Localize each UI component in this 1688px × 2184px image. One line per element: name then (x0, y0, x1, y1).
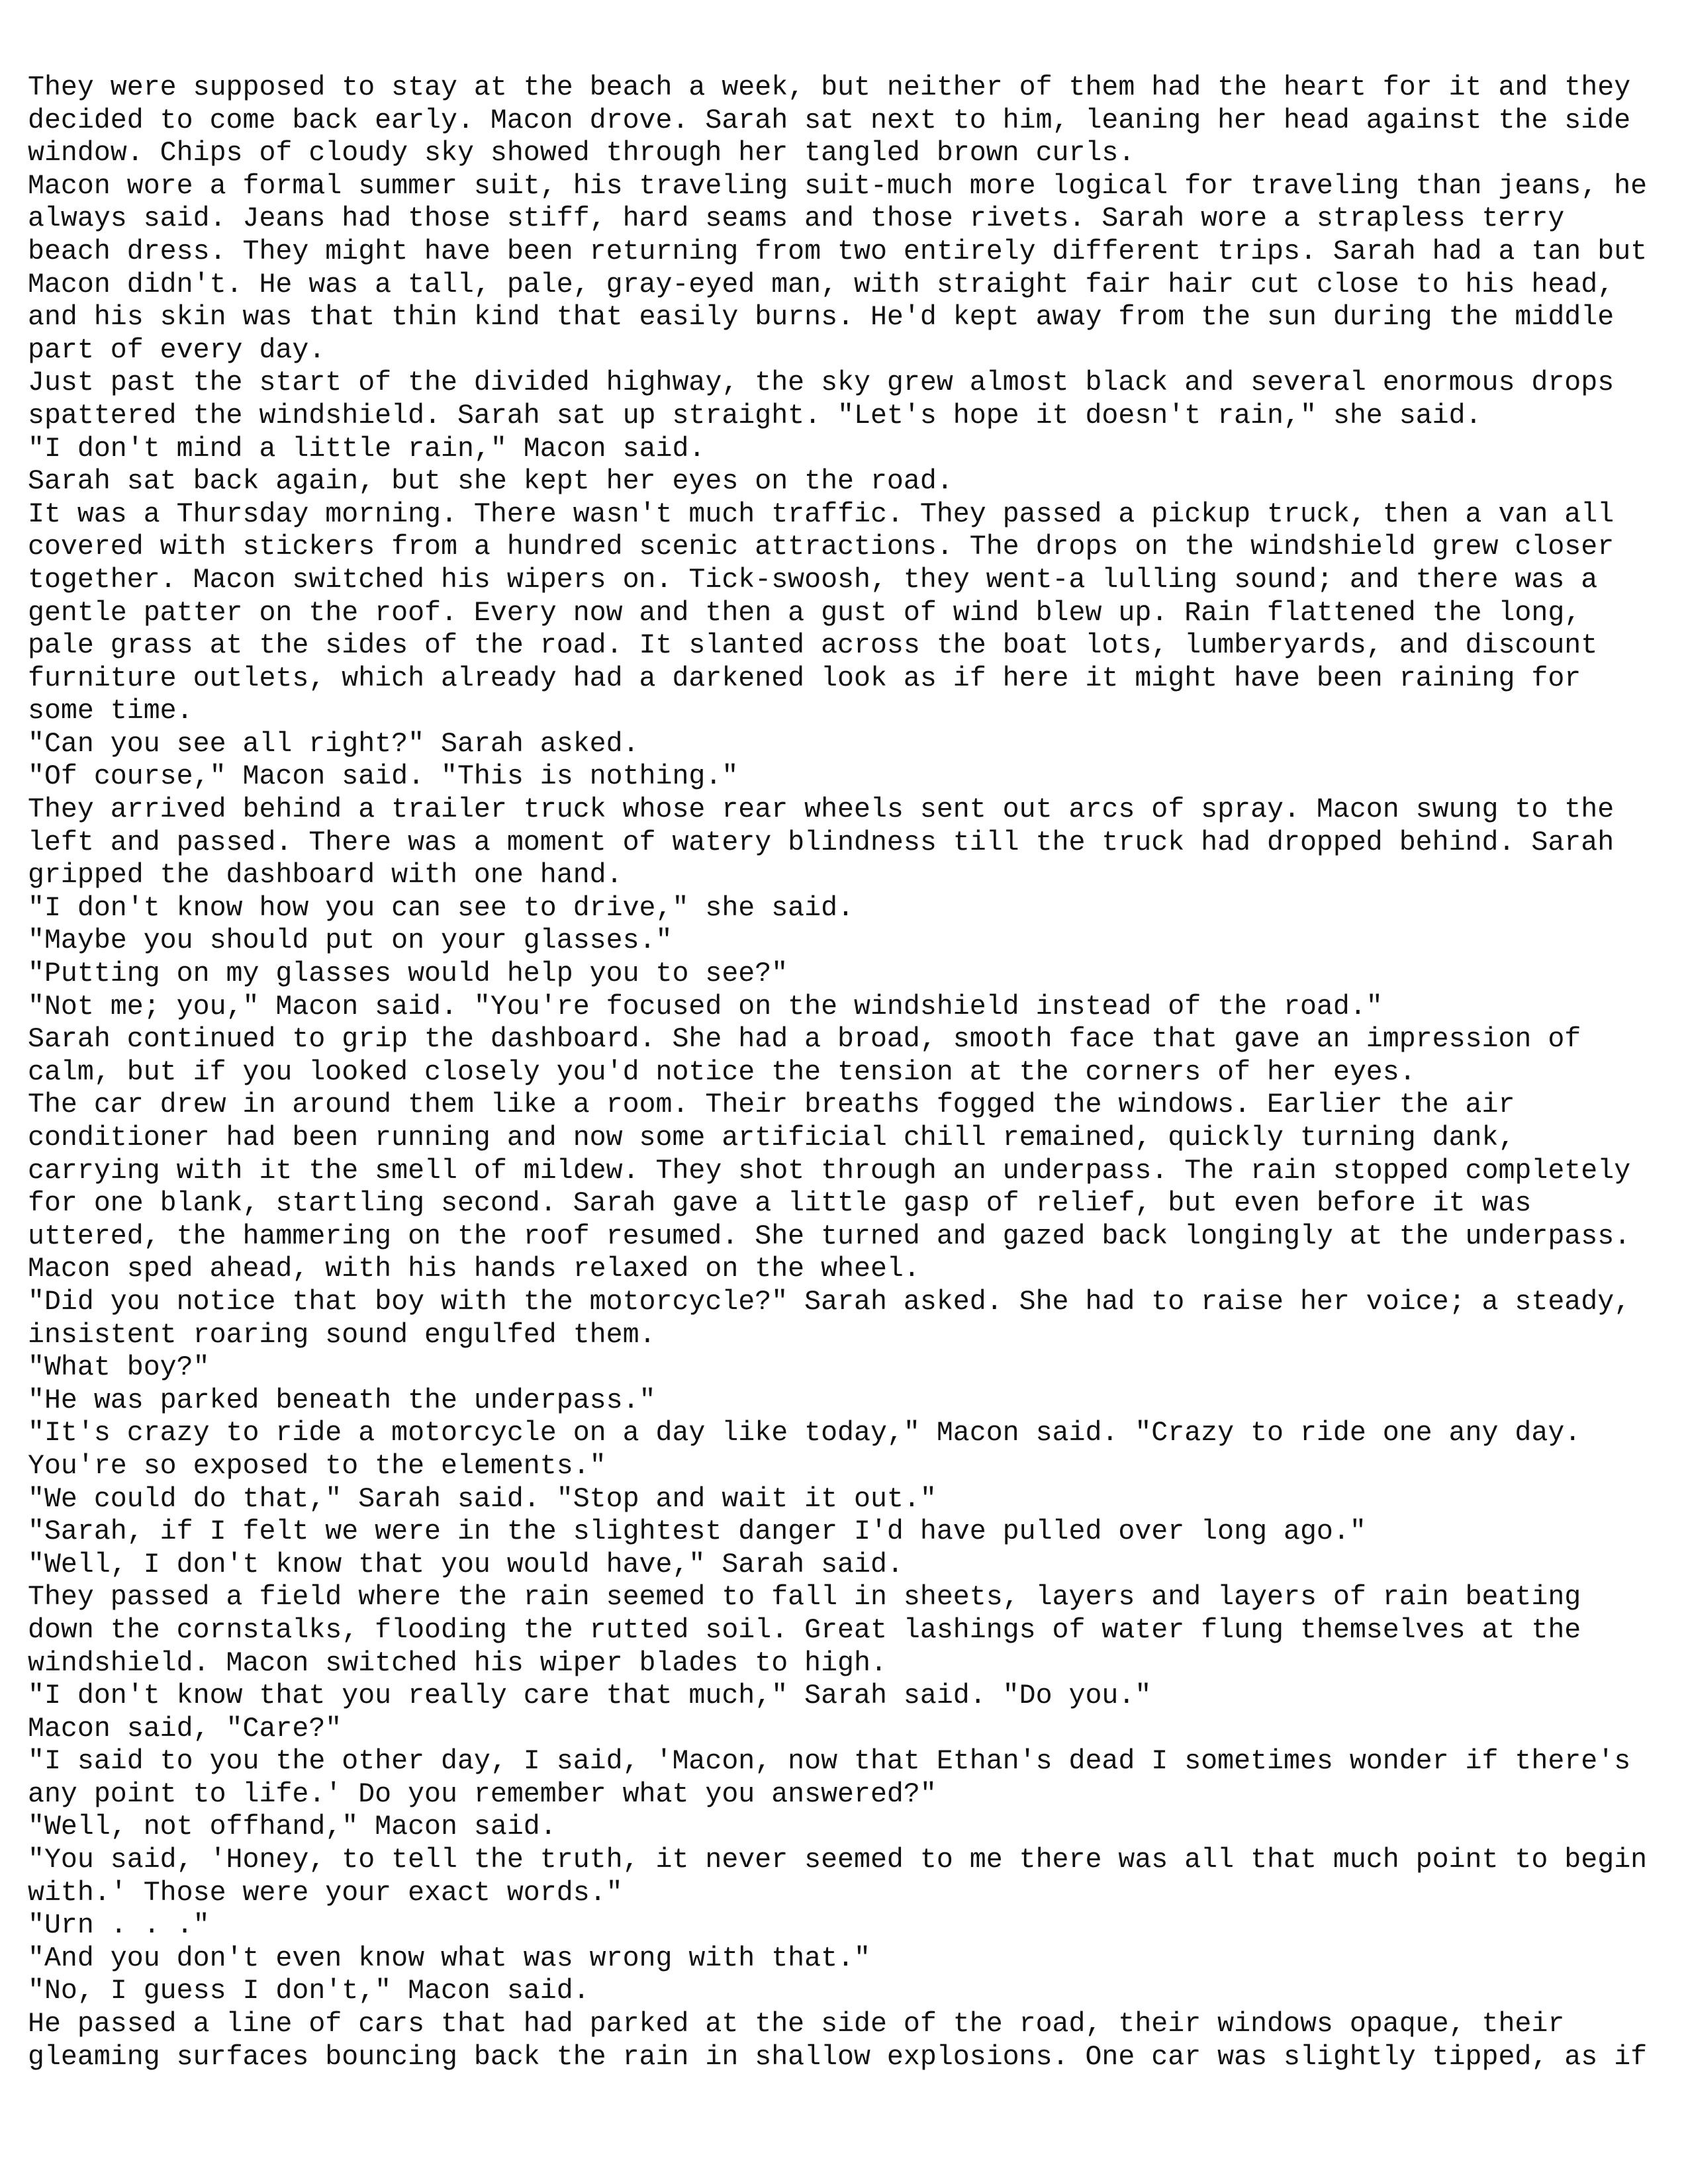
text-line: Sarah continued to grip the dashboard. She had a broad, smooth face that gave an impression of (28, 1024, 1581, 1056)
text-line: for one blank, startling second. Sarah gave a little gasp of relief, but even before it was (28, 1188, 1532, 1220)
text-line: windshield. Macon switched his wiper blades to high. (28, 1647, 887, 1679)
text-line: gripped the dashboard with one hand. (28, 860, 623, 891)
text-line: They were supposed to stay at the beach a week, but neither of them had the heart for it and they (28, 72, 1631, 103)
text-line: Macon sped ahead, with his hands relaxed on the wheel. (28, 1253, 920, 1285)
text-line: "Well, not offhand," Macon said. (28, 1811, 557, 1843)
text-line: Sarah sat back again, but she kept her eyes on the road. (28, 466, 953, 498)
text-line: "I don't know how you can see to drive," she said. (28, 892, 855, 924)
text-line: Just past the start of the divided highway, the sky grew almost black and several enormous drops (28, 367, 1615, 399)
text-line: "Did you notice that boy with the motorcycle?" Sarah asked. She had to raise her voice; a steady, (28, 1286, 1631, 1318)
text-line: Macon wore a formal summer suit, his traveling suit-much more logical for traveling than jeans, he (28, 170, 1648, 202)
text-line: The car drew in around them like a room. Their breaths fogged the windows. Earlier the air (28, 1089, 1515, 1121)
text-line: "Sarah, if I felt we were in the slightest danger I'd have pulled over long ago." (28, 1516, 1366, 1548)
text-line: "You said, 'Honey, to tell the truth, it never seemed to me there was all that much point to begin (28, 1844, 1648, 1876)
text-line: left and passed. There was a moment of watery blindness till the truck had dropped behind. Sarah (28, 827, 1615, 858)
text-line: They arrived behind a trailer truck whose rear wheels sent out arcs of spray. Macon swung to the (28, 794, 1615, 826)
text-line: decided to come back early. Macon drove. Sarah sat next to him, leaning her head against the side (28, 105, 1631, 136)
text-line: They passed a field where the rain seemed to fall in sheets, layers and layers of rain beating (28, 1582, 1581, 1614)
text-line: "He was parked beneath the underpass." (28, 1385, 656, 1416)
text-line: with.' Those were your exact words." (28, 1877, 623, 1909)
text-line: any point to life.' Do you remember what you answered?" (28, 1778, 937, 1810)
text-line: "Well, I don't know that you would have," Sarah said. (28, 1549, 904, 1580)
text-line: "No, I guess I don't," Macon said. (28, 1976, 590, 2007)
text-line: "It's crazy to ride a motorcycle on a day like today," Macon said. "Crazy to ride one any day. (28, 1418, 1581, 1449)
document-page (28, 71, 1663, 2073)
text-line: window. Chips of cloudy sky showed through her tangled brown curls. (28, 138, 1135, 169)
text-line: pale grass at the sides of the road. It slanted across the boat lots, lumberyards, and discount (28, 630, 1598, 662)
text-line: covered with stickers from a hundred scenic attractions. The drops on the windshield grew closer (28, 531, 1615, 563)
text-line: "Putting on my glasses would help you to see?" (28, 958, 788, 990)
text-line: together. Macon switched his wipers on. Tick-swoosh, they went-a lulling sound; and there was a (28, 564, 1598, 596)
text-line: spattered the windshield. Sarah sat up straight. "Let's hope it doesn't rain," she said. (28, 400, 1482, 432)
text-line: Macon said, "Care?" (28, 1713, 342, 1745)
text-line: "I don't know that you really care that much," Sarah said. "Do you." (28, 1680, 1152, 1712)
text-line: "Urn . . ." (28, 1910, 210, 1942)
text-line: "Not me; you," Macon said. "You're focused on the windshield instead of the road." (28, 991, 1383, 1023)
text-line: "I don't mind a little rain," Macon said. (28, 433, 706, 465)
text-line: always said. Jeans had those stiff, hard seams and those rivets. Sarah wore a strapless terry (28, 203, 1565, 235)
text-line: gleaming surfaces bouncing back the rain in shallow explosions. One car was slightly tipped, as if (28, 2041, 1648, 2073)
text-line: conditioner had been running and now some artificial chill remained, quickly turning dank, (28, 1122, 1515, 1154)
text-line: "What boy?" (28, 1352, 210, 1384)
text-line: He passed a line of cars that had parked at the side of the road, their windows opaque, their (28, 2009, 1565, 2040)
text-line: some time. (28, 696, 193, 727)
text-line: uttered, the hammering on the roof resumed. She turned and gazed back longingly at the underpass. (28, 1220, 1631, 1252)
text-line: calm, but if you looked closely you'd notice the tension at the corners of her eyes. (28, 1056, 1416, 1088)
text-line: It was a Thursday morning. There wasn't much traffic. They passed a pickup truck, then a van all (28, 498, 1615, 530)
text-line: and his skin was that thin kind that easily burns. He'd kept away from the sun during the middle (28, 302, 1615, 334)
text-line: insistent roaring sound engulfed them. (28, 1319, 656, 1351)
text-line: "Maybe you should put on your glasses." (28, 925, 673, 957)
text-line: "I said to you the other day, I said, 'Macon, now that Ethan's dead I sometimes wonder if there's (28, 1746, 1631, 1778)
text-line: "Can you see all right?" Sarah asked. (28, 728, 639, 760)
text-line: "Of course," Macon said. "This is nothing." (28, 761, 739, 793)
text-line: beach dress. They might have been returning from two entirely different trips. Sarah had a tan but (28, 236, 1648, 267)
text-line: gentle patter on the roof. Every now and then a gust of wind blew up. Rain flattened the long, (28, 597, 1581, 629)
text-line: You're so exposed to the elements." (28, 1450, 606, 1482)
text-line: furniture outlets, which already had a darkened look as if here it might have been raining for (28, 662, 1581, 694)
text-line: part of every day. (28, 334, 326, 366)
text-line: "We could do that," Sarah said. "Stop and wait it out." (28, 1483, 937, 1515)
text-line: carrying with it the smell of mildew. They shot through an underpass. The rain stopped completely (28, 1155, 1631, 1187)
text-line: "And you don't even know what was wrong with that." (28, 1942, 870, 1974)
text-line: Macon didn't. He was a tall, pale, gray-eyed man, with straight fair hair cut close to his head, (28, 269, 1615, 300)
text-line: down the cornstalks, flooding the rutted soil. Great lashings of water flung themselves at the (28, 1614, 1581, 1646)
